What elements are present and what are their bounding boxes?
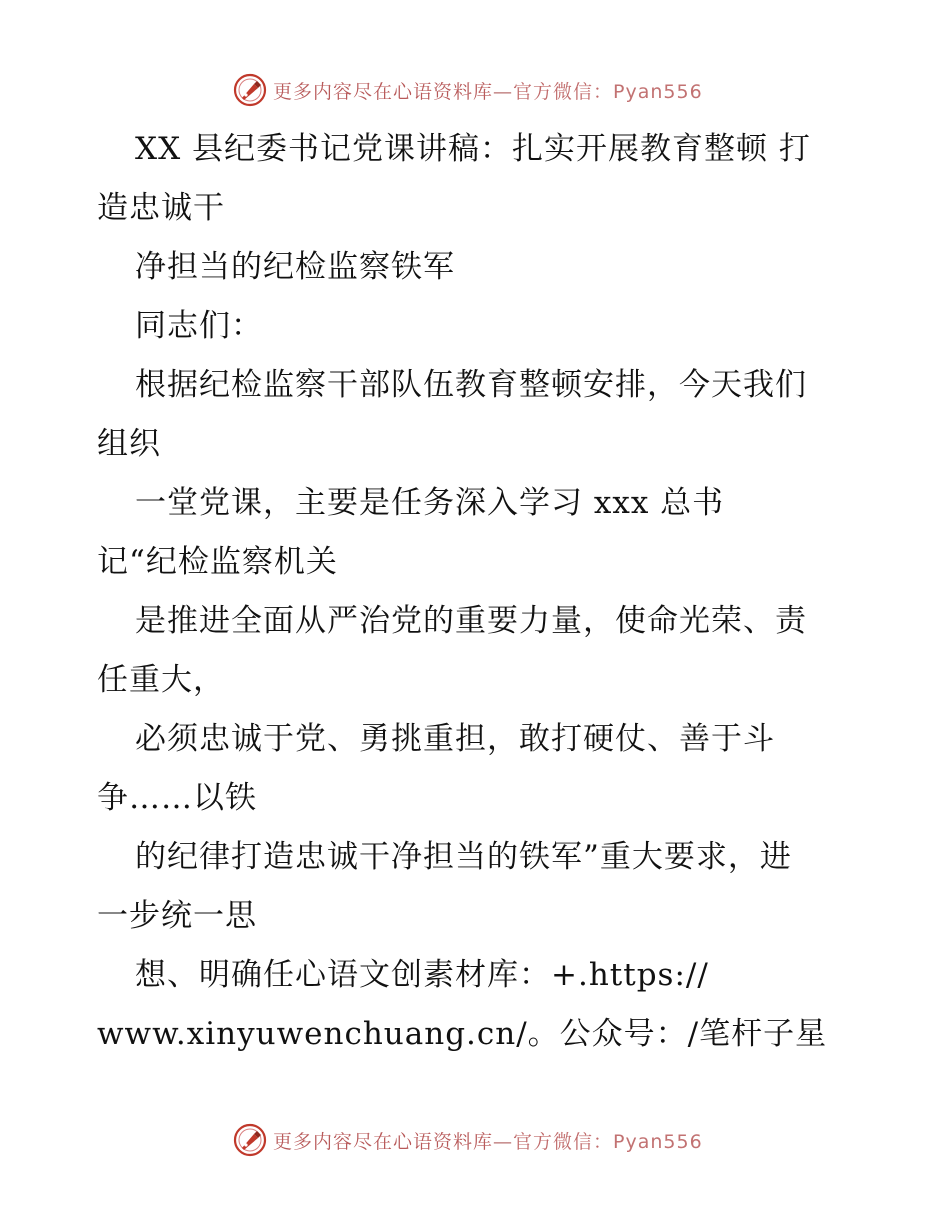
footer-banner-dash: —	[493, 1130, 514, 1153]
paragraph-line: 记“纪检监察机关	[97, 544, 338, 580]
pen-nib-icon	[233, 1123, 267, 1157]
paragraph-line: www.xinyuwenchuang.cn/。公众号：/笔杆子星	[97, 1016, 828, 1052]
paragraph-line: 争……以铁	[97, 780, 257, 816]
paragraph-line: 任重大，	[97, 662, 225, 698]
header-banner-text	[273, 77, 703, 104]
paragraph-line: 是推进全面从严治党的重要力量，使命光荣、责	[135, 603, 807, 639]
header-banner-dash: —	[493, 80, 514, 103]
title-line-3: 净担当的纪检监察铁军	[135, 249, 455, 285]
paragraph-line: 想、明确任心语文创素材库：+.https://	[135, 957, 709, 993]
pen-nib-icon	[233, 73, 267, 107]
header-banner-slogan: 更多内容尽在心语资料库	[273, 80, 494, 103]
footer-banner-wechat-label: 官方微信：	[513, 1130, 614, 1153]
paragraph-line: 根据纪检监察干部队伍教育整顿安排，今天我们	[135, 367, 807, 403]
header-watermark-banner	[233, 70, 703, 110]
paragraph-line: 组织	[97, 426, 161, 462]
paragraph-line: 必须忠诚于党、勇挑重担，敢打硬仗、善于斗	[135, 721, 775, 757]
paragraph-line: 一堂党课，主要是任务深入学习 xxx 总书	[135, 485, 725, 521]
title-line-1: XX 县纪委书记党课讲稿：扎实开展教育整顿 打	[135, 131, 811, 167]
header-banner-wechat-id: Pyan556	[613, 80, 703, 103]
title-line-2: 造忠诚干	[97, 190, 225, 226]
footer-watermark-banner	[233, 1120, 703, 1160]
paragraph-line: 的纪律打造忠诚干净担当的铁军”重大要求，进	[135, 839, 792, 875]
footer-banner-text	[273, 1127, 703, 1154]
footer-banner-slogan: 更多内容尽在心语资料库	[273, 1130, 494, 1153]
paragraph-line: 一步统一思	[97, 898, 257, 934]
footer-banner-wechat-id: Pyan556	[613, 1130, 703, 1153]
header-banner-wechat-label: 官方微信：	[513, 80, 614, 103]
salutation-line: 同志们：	[135, 308, 263, 344]
document-body	[97, 120, 857, 1064]
